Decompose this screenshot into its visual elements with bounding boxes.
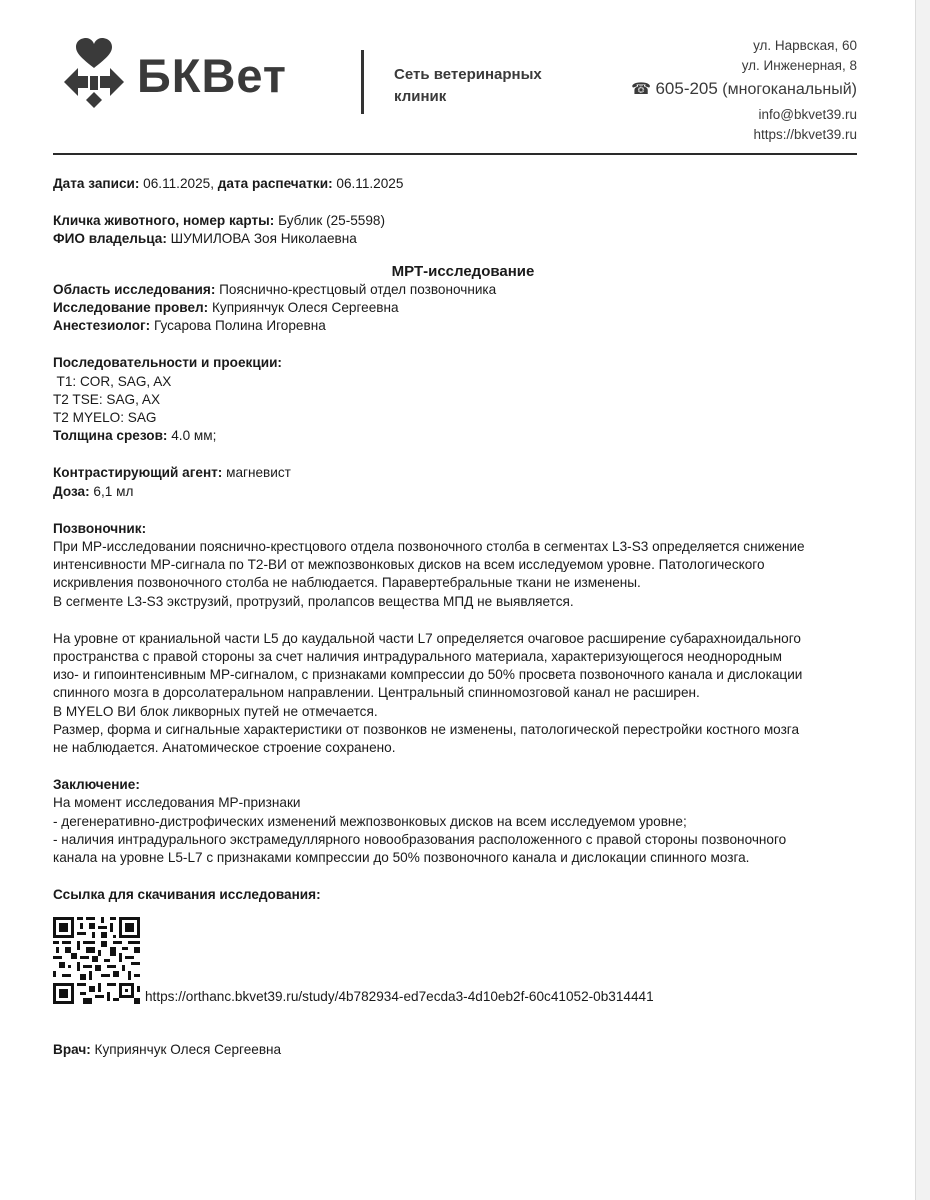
- dose-line: [53, 483, 873, 501]
- performed-line: [53, 299, 873, 317]
- tagline-line1: Сеть ветеринарных: [394, 66, 542, 83]
- spine-text-line: В сегменте L3-S3 экструзий, протрузий, пролапсов вещества МПД не выявляется.: [53, 593, 574, 609]
- spine-heading: Позвоночник:: [53, 520, 147, 536]
- thickness-line: [53, 427, 873, 445]
- spine-text-line: спинного мозга в дорсолатеральном направлении. Центральный спинномозговой канал не расширен.: [53, 685, 700, 701]
- owner-label: ФИО владельца:: [53, 231, 167, 247]
- phone-number: 605-205: [655, 79, 718, 98]
- conclusion-line: канала на уровне L5-L7 с признаками компрессии до 50% позвоночного канала и дислокации спинного мозга.: [53, 850, 750, 866]
- address-2: ул. Инженерная, 8: [741, 58, 857, 73]
- conclusion-line: - наличия интрадурального экстрамедуллярного новообразования расположенного с правой стороны позвоночного: [53, 831, 787, 847]
- spine-text-line: не наблюдается. Анатомическое строение сохранено.: [53, 740, 396, 756]
- brand-tagline: [394, 64, 574, 108]
- pet-line: [53, 212, 873, 230]
- area-line: [53, 281, 873, 299]
- doctor-name: Куприянчук Олеся Сергеевна: [94, 1041, 282, 1057]
- contacts-block: [631, 36, 857, 145]
- header-rule: [53, 153, 857, 155]
- qr-code-icon[interactable]: [53, 917, 140, 1004]
- dose-label: Доза:: [53, 483, 90, 499]
- address-1: ул. Нарвская, 60: [753, 38, 857, 53]
- study-download-link[interactable]: https://orthanc.bkvet39.ru/study/4b782934-ed7ecda3-4d10eb2f-60c41052-0b314441: [145, 988, 654, 1004]
- website-link[interactable]: https://bkvet39.ru: [753, 127, 857, 142]
- date-label: Дата записи:: [53, 176, 140, 191]
- conclusion-line: На момент исследования МР-признаки: [53, 795, 301, 811]
- owner-line: [53, 230, 873, 248]
- report-body: [53, 175, 873, 1059]
- anesth-value: Гусарова Полина Игоревна: [154, 318, 326, 334]
- doctor-line: [53, 1041, 873, 1059]
- sequence-line: T1: COR, SAG, AX: [53, 373, 172, 389]
- sequence-line: T2 TSE: SAG, AX: [53, 391, 161, 407]
- report-title: МРТ-исследование: [391, 262, 535, 280]
- doctor-label: Врач:: [53, 1041, 91, 1057]
- anesthesiologist-line: [53, 317, 873, 335]
- print-date-label: дата распечатки:: [217, 176, 333, 191]
- anesth-label: Анестезиолог:: [53, 318, 151, 334]
- header-divider: [361, 50, 364, 114]
- bkvet-logo-icon: [58, 38, 130, 114]
- sequences-heading: Последовательности и проекции:: [53, 355, 282, 371]
- spine-text-line: интенсивности МР-сигнала по Т2-ВИ от межпозвонковых дисков на всем исследуемом уровне. Патологического: [53, 557, 765, 573]
- spine-text-line: изо- и гипоинтенсивным МР-сигналом, с признаками компрессии до 50% просвета позвоночного канала и дислокации: [53, 667, 803, 683]
- phone-note: (многоканальный): [722, 81, 857, 98]
- spine-text-line: искривления позвоночного столба не наблюдается. Паравертебральные ткани не изменены.: [53, 575, 641, 591]
- dose-value: 6,1 мл: [93, 483, 134, 499]
- date-value: 06.11.2025,: [143, 176, 214, 191]
- pet-value: Бублик (25-5598): [278, 213, 386, 229]
- thickness-value: 4.0 мм;: [171, 428, 217, 444]
- phone-line: [631, 79, 857, 100]
- contrast-label: Контрастирующий агент:: [53, 465, 223, 481]
- spine-text-line: пространства с правой стороны за счет наличия интрадурального материала, характеризующегося неоднородным: [53, 649, 782, 665]
- download-heading: Ссылка для скачивания исследования:: [53, 887, 321, 903]
- brand-name: БКВет: [137, 49, 287, 102]
- thickness-label: Толщина срезов:: [53, 428, 168, 444]
- tagline-line2: клиник: [394, 88, 447, 105]
- spine-text-line: Размер, форма и сигнальные характеристики от позвонков не изменены, патологической перестройки костного мозга: [53, 721, 800, 737]
- performed-value: Куприянчук Олеся Сергеевна: [211, 300, 399, 316]
- phone-icon: ☎: [631, 81, 651, 98]
- area-value: Пояснично-крестцовый отдел позвоночника: [219, 281, 497, 297]
- conclusion-line: - дегенеративно-дистрофических изменений межпозвонковых дисков на всем исследуемом уровне;: [53, 813, 687, 829]
- record-dates: [53, 175, 873, 193]
- spine-text-line: При МР-исследовании пояснично-крестцового отдела позвоночного столба в сегментах L3-S3 определяется снижение: [53, 539, 805, 555]
- performed-label: Исследование провел:: [53, 300, 209, 316]
- email-link[interactable]: info@bkvet39.ru: [758, 107, 857, 122]
- sequence-line: T2 MYELO: SAG: [53, 410, 157, 426]
- spine-text-line: В MYELO ВИ блок ликворных путей не отмечается.: [53, 703, 378, 719]
- conclusion-heading: Заключение:: [53, 777, 140, 793]
- print-date-value: 06.11.2025: [336, 176, 404, 191]
- download-row: [53, 917, 873, 1011]
- spine-text-line: На уровне от краниальной части L5 до каудальной части L7 определяется очаговое расширение субарахноидального: [53, 630, 801, 646]
- contrast-value: магневист: [226, 465, 291, 481]
- contrast-line: [53, 464, 873, 482]
- pet-label: Кличка животного, номер карты:: [53, 213, 275, 229]
- page-edge: [915, 0, 930, 1200]
- owner-value: ШУМИЛОВА Зоя Николаевна: [170, 231, 357, 247]
- area-label: Область исследования:: [53, 281, 216, 297]
